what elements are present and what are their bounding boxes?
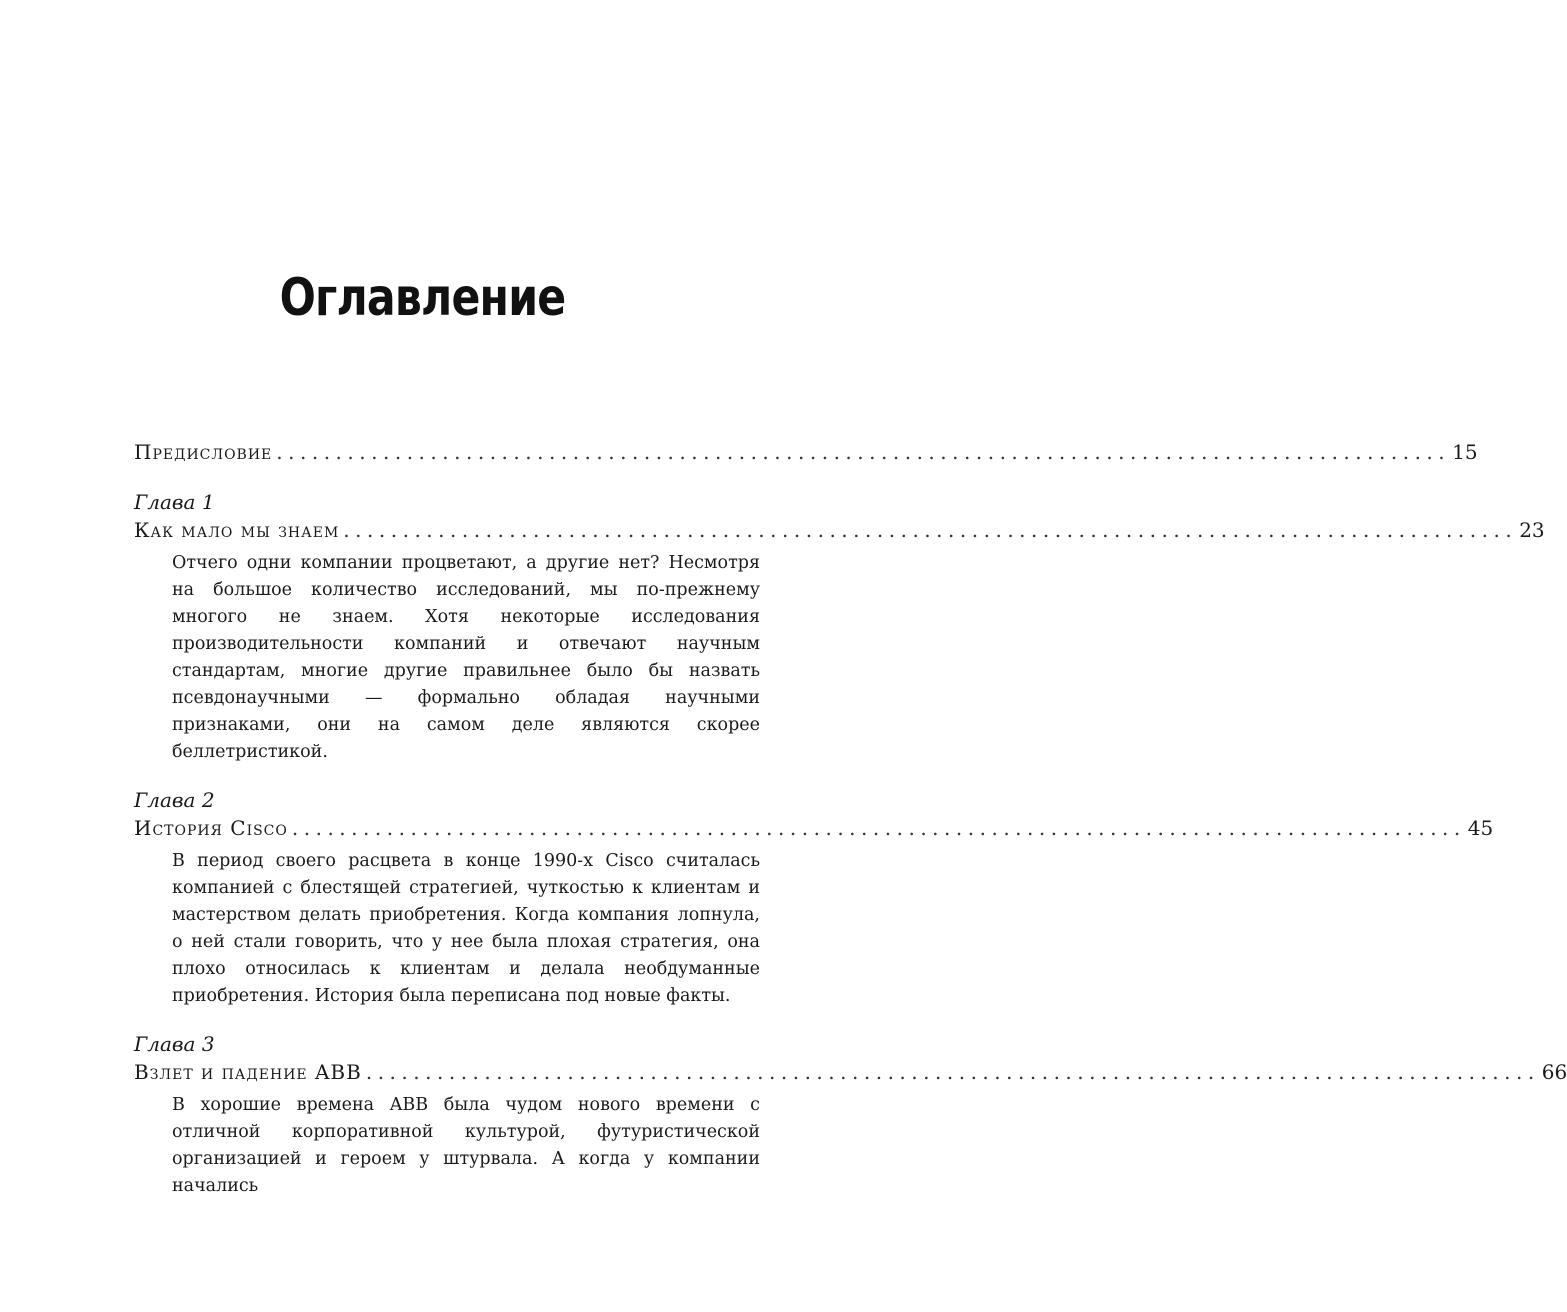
toc-entry-line [134, 516, 1545, 544]
toc-entry-title: Предисловие [134, 440, 273, 464]
page-title: Оглавление [279, 268, 566, 328]
toc-entry-title: Как мало мы знаем [134, 518, 340, 542]
table-of-contents [134, 438, 1567, 1220]
toc-entry-title: Взлет и падение ABB [134, 1060, 362, 1084]
toc-page-number: 45 [1467, 816, 1494, 840]
toc-entry-chapter-3 [134, 1030, 1567, 1200]
toc-entry-line [134, 1058, 1567, 1086]
toc-entry-line [134, 438, 1478, 466]
toc-entry-chapter-1 [134, 488, 1545, 766]
toc-entry-line [134, 814, 1494, 842]
toc-page-number: 23 [1519, 518, 1545, 542]
toc-page-number: 66 [1541, 1060, 1567, 1084]
chapter-label: Глава 3 [134, 1032, 215, 1056]
toc-entry-chapter-2 [134, 786, 1494, 1010]
dot-leader: ................................................................................................... [343, 518, 1518, 542]
chapter-summary: В хорошие времена ABB была чудом нового времени с отличной корпоративной культурой, футуристической организацией и героем у штурвала. А когда у компании начались [172, 1095, 760, 1196]
chapter-summary: В период своего расцвета в конце 1990-х Cisco считалась компанией с блестящей стратегией, чуткостью к клиентам и мастерством делать приобретения. Когда компания лопнула, о ней стали говорить, что у нее была плохая стратегия, она плохо относилась к клиентам и делала необдуманные приобретения. История была переписана под новые факты. [172, 851, 760, 1006]
chapter-label: Глава 2 [134, 788, 215, 812]
toc-entry-preface [134, 438, 1478, 466]
dot-leader: ................................................................................................... [291, 816, 1466, 840]
chapter-summary: Отчего одни компании процветают, а другие нет? Несмотря на большое количество исследований, мы по-прежнему многого не знаем. Хотя некоторые исследования производительности компаний и отвечают научным стандартам, многие другие правильнее было бы назвать псевдонаучными — формально обладая научными признаками, они на самом деле являются скорее беллетристикой. [172, 553, 760, 762]
toc-page-number: 15 [1452, 440, 1478, 464]
chapter-label: Глава 1 [134, 490, 215, 514]
dot-leader: ................................................................................................... [365, 1060, 1540, 1084]
toc-entry-title: История Cisco [134, 816, 288, 840]
dot-leader: ................................................................................................... [276, 440, 1451, 464]
